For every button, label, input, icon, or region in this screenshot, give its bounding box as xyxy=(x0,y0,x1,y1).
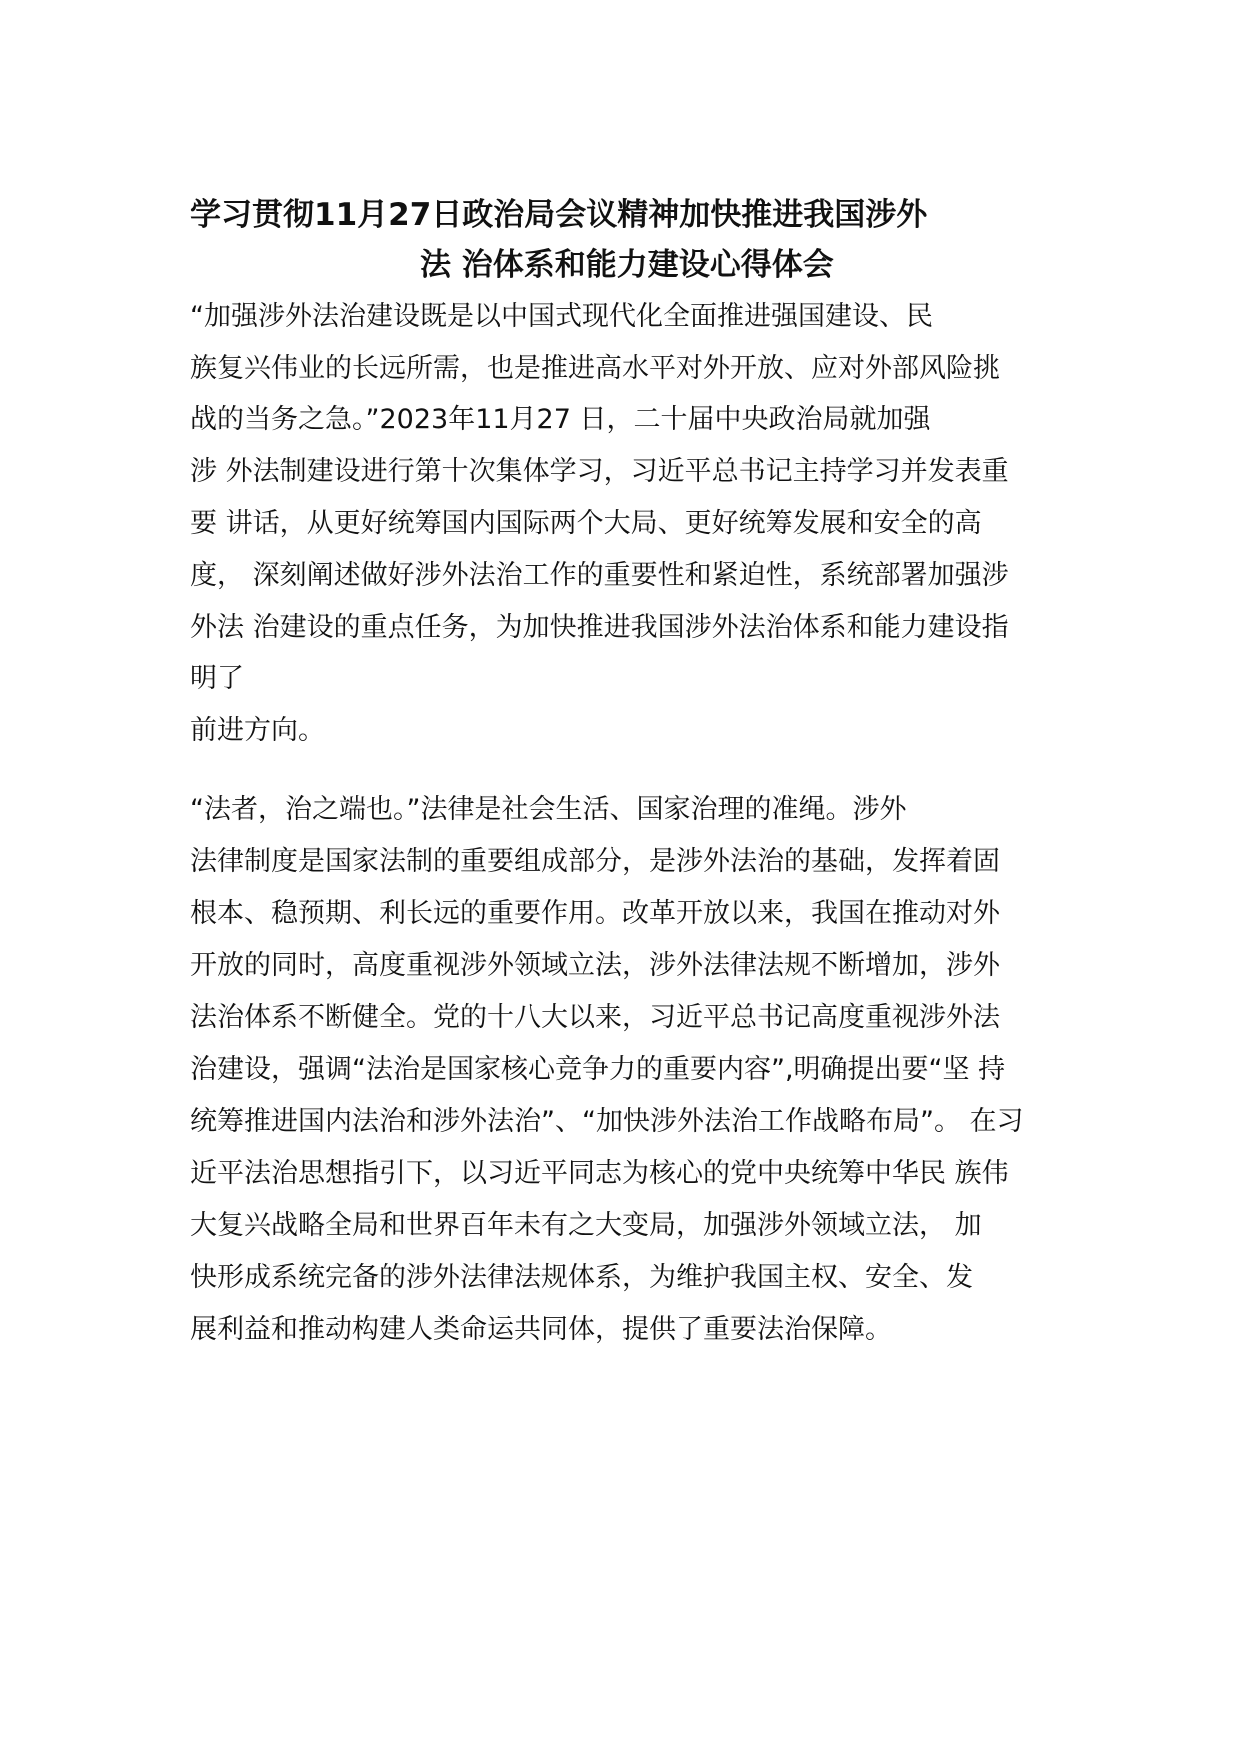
paragraph-2-line-9: 大复兴战略全局和世界百年未有之大变局，加强涉外领域立法， 加 xyxy=(190,1210,982,1241)
paragraph-1-line-2: 族复兴伟业的长远所需，也是推进高水平对外开放、应对外部风险挑 xyxy=(190,353,1000,384)
paragraph-1-line-5: 要 讲话，从更好统筹国内国际两个大局、更好统筹发展和安全的高 xyxy=(190,508,982,539)
paragraph-1-line-9: 前进方向。 xyxy=(190,715,325,746)
paragraph-1-line-4: 涉 外法制建设进行第十次集体学习，习近平总书记主持学习并发表重 xyxy=(190,456,1009,487)
paragraph-1-line-7: 外法 治建设的重点任务，为加快推进我国涉外法治体系和能力建设指 xyxy=(190,612,1009,643)
paragraph-2-line-8: 近平法治思想指引下，以习近平同志为核心的党中央统筹中华民 族伟 xyxy=(190,1158,1009,1189)
paragraph-1-line-3: 战的当务之急。”2023年11月27 日，二十届中央政治局就加强 xyxy=(190,404,931,435)
paragraph-2-line-4: 开放的同时，高度重视涉外领域立法，涉外法律法规不断增加，涉外 xyxy=(190,950,1000,981)
title-line-1: 学习贯彻11月27日政治局会议精神加快推进我国涉外 xyxy=(190,197,928,233)
paragraph-2-line-11: 展利益和推动构建人类命运共同体，提供了重要法治保障。 xyxy=(190,1314,892,1345)
paragraph-1-line-6: 度， 深刻阐述做好涉外法治工作的重要性和紧迫性，系统部署加强涉 xyxy=(190,560,1009,591)
paragraph-1-line-1: “加强涉外法治建设既是以中国式现代化全面推进强国建设、民 xyxy=(190,301,933,332)
paragraph-2-line-5: 法治体系不断健全。党的十八大以来，习近平总书记高度重视涉外法 xyxy=(190,1002,1000,1033)
paragraph-2-line-10: 快形成系统完备的涉外法律法规体系，为维护我国主权、安全、发 xyxy=(190,1262,973,1293)
paragraph-2-line-3: 根本、稳预期、利长远的重要作用。改革开放以来，我国在推动对外 xyxy=(190,898,1000,929)
paragraph-2-line-2: 法律制度是国家法制的重要组成部分，是涉外法治的基础，发挥着固 xyxy=(190,846,1000,877)
title-line-2: 法 治体系和能力建设心得体会 xyxy=(420,247,834,283)
document-title xyxy=(190,190,1070,290)
paragraph-1-line-8: 明了 xyxy=(190,663,244,694)
paragraph-2-line-7: 统筹推进国内法治和涉外法治”、“加快涉外法治工作战略布局”。 在习 xyxy=(190,1106,1024,1137)
paragraph-2-line-6: 治建设，强调“法治是国家核心竞争力的重要内容”,明确提出要“坚 持 xyxy=(190,1054,1006,1085)
paragraph-2-line-1: “法者，治之端也。”法律是社会生活、国家治理的准绳。涉外 xyxy=(190,794,907,825)
